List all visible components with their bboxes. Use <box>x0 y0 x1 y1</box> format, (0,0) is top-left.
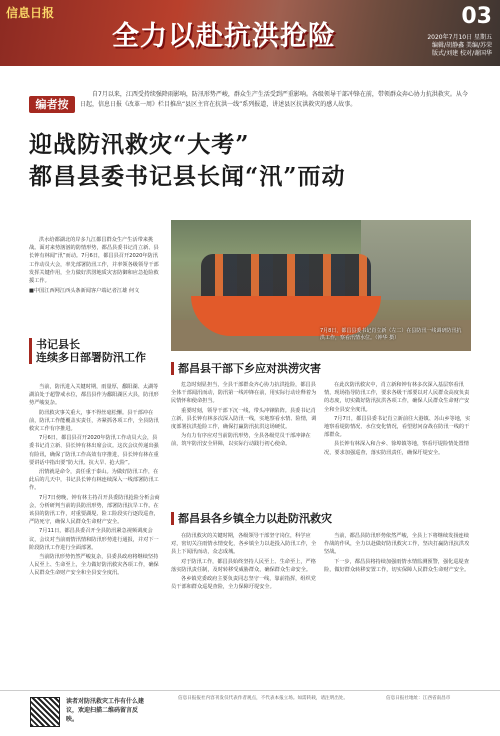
mid1-right-column <box>324 381 471 458</box>
paragraph: 7月7日，都昌县委书记肖立新前往大港镇、苏山乡等地，实地察看堤防情况、水位变化情况，看望慰问奋战在防汛一线的干部群众。 <box>324 415 471 439</box>
page-number: 03 <box>461 4 492 29</box>
copyright-notice: 信息日报报社内容刊发仅代表作者观点，不代表本报立场。如需转载，请注明出处。 <box>178 696 348 701</box>
section-title-line: 连续多日部署防汛工作 <box>36 351 146 364</box>
article-intro <box>29 236 161 295</box>
paragraph: 防汛救灾事关重大，事不得丝毫松懈。县干部冲在前，防汛工作能覆盖实责任，齐紧抓各项工作，全县防汛救灾工作有序推进。 <box>29 409 159 433</box>
paragraph: 当前防汛形势仍然严峻复杂，县委县政府将继续坚持人民至上、生命至上，全力做好防汛救灾各项工作，确保人民群众生命财产安全和全县安全度汛。 <box>29 554 159 577</box>
intro-paragraph: 洪水给都湖北的岸多九江都昌群众生产生活带来挑战。面对来势汹汹的防情形势，都昌县委书记肖立新、县长钟有林闻“汛”而动。7月6日，都昌县召开2020年防汛工作动员大会，率先部署防汛工作，并率领各级领导干部发挥关键作用，全力做好洪涝地质灾害防御和应急抢险救援工作。 <box>29 237 159 285</box>
paragraph: 汛情就是命令，责任重于泰山。为做好防汛工作，在此后的几天中，书记县长钟有林连续深入一线部署防汛工作。 <box>29 469 159 492</box>
article-subtitle: 都昌县委书记县长闻“汛”而动 <box>29 163 346 190</box>
article-title: 迎战防汛救灾“大考” <box>29 131 250 158</box>
paragraph: 在防汛救灾的关键时期，各级领导干部坚守岗位，科学应对，密切关注雨情水情变化，各乡镇全力以赴投入防汛工作，全县上下闻汛而动，众志成城。 <box>171 533 317 556</box>
paragraph: 重要时刻，领导干部下沉一线，带头冲锋陷阵。县委书记肖立新，县长钟有林多次深入防汛一线，实地察看水情、险情，调度部署抗洪抢险工作，确保打赢防汛抗洪这场硬仗。 <box>171 407 317 431</box>
paragraph: 县长钟有林深入和合乡、徐埠镇等地，察看圩堤险情处置情况，要求加强巡查，落实防汛责任，确保圩堤安全。 <box>324 441 469 456</box>
section-headline: 全力以赴抗洪抢险 <box>112 21 336 52</box>
editor-note-text: 自7月以来，江西受持续强降雨影响，防汛形势严峻，群众生产生活受到严重影响。各级领导干部冲锋在前，带领群众奔心协力抗洪救灾。从今日起，信息日报《改革一周》栏目推出“县区主官在抗洪一线”系列报道，讲述县区抗洪救灾的感人故事。 <box>80 91 468 108</box>
mid1-left-column <box>171 381 318 450</box>
mid2-left-column <box>171 532 318 592</box>
paragraph: 对于防汛工作，都昌县始终坚持人民至上、生命至上，严格落实防汛责任制，及时转移受威胁群众，确保群众生命安全。 <box>171 558 316 573</box>
qr-code-icon[interactable] <box>30 697 60 727</box>
dateline <box>427 34 492 58</box>
qr-code-text: 读者对防汛救灾工作有什么建议，欢迎扫描二维码留言反映。 <box>66 698 145 723</box>
paragraph: 下一步，都昌县将持续加强雨情水情监测预警，强化巡堤查险，做好群众转移安置工作，切实保障人民群众生命财产安全。 <box>324 558 470 573</box>
dateline-line: 编辑/胡静鑫 美编/苏荣 <box>432 42 492 49</box>
photo-caption: 7月8日，都昌县委书记肖立新（左二）在县防汛一线调研防汛抗洪工作，察看汛情水位。（钟华 摄） <box>320 328 462 341</box>
left-column-body <box>29 383 161 579</box>
mid2-right-column <box>324 532 471 575</box>
section-title-mid2: 都昌县各乡镇全力以赴防汛救灾 <box>171 512 471 525</box>
paragraph: 为有力有序应对当前防汛形势，全县各级党员干部冲锋在前，筑牢防汛安全屏障，以实际行动践行初心使命。 <box>171 433 311 448</box>
paragraph: 当前，防汛进入关键时期，雨量厚，鄱阳湖、太湖等湖泊处于超警戒水位，都昌县作为鄱阳湖区大县，防汛形势严峻复杂。 <box>29 384 159 407</box>
photo-building <box>361 220 471 300</box>
page-footer <box>0 690 500 736</box>
address-info: 信息日报社地址：江西省南昌市 <box>386 696 451 701</box>
newspaper-logo: 信息日报 <box>6 6 55 20</box>
section-title-line: 书记县长 <box>36 338 80 351</box>
section-title-mid1: 都昌县干部下乡应对洪涝灾害 <box>171 362 471 375</box>
paragraph: 各乡镇党委政府主要负责同志坚守一线，靠前指挥，组织党员干部和群众巡堤查险，全力保障圩堤安全。 <box>171 576 316 591</box>
paragraph: 当前，都昌县防汛形势依然严峻，全县上下将继续发扬连续作战的作风，全力以赴做好防汛救灾工作，坚决打赢防汛抗洪攻坚战。 <box>324 533 470 556</box>
page-header <box>0 0 500 66</box>
photo-rescuers <box>201 254 371 300</box>
dateline-line: 2020年7月10日 星期五 <box>427 34 492 41</box>
paragraph: 在此次防汛救灾中，肖立新和钟有林多次深入基层察看汛情，现场指导防汛工作，要求各级干部要以对人民群众高度负责的态度，切实做好防汛抗洪各项工作，确保人民群众生命财产安全和全县安全度汛。 <box>324 382 470 413</box>
dateline-line: 版式/刘建 校对/谢国华 <box>432 50 492 57</box>
paragraph: 7月7日傍晚，钟有林主持召开县委防汛抢险分析会商会，分析研判当前的县防汛形势，部署防汛抗旱工作。在该县的防汛工作，对重要湖堤、险工险段实行逐段巡查，严防死守，确保人民群众生命财产安全。 <box>29 494 160 526</box>
paragraph: 7月6日，都昌县召开2020年防汛工作动员大会，县委书记肖立新、县长钟有林出席会议。这次会议传递出强有险讯，确保了防汛工作高效有序推进，县长钟有林在重要讲话中指出要“防大汛、抗大旱、抢大险”。 <box>29 435 159 466</box>
byline: ■中国江西网江西头条新闻客户端记者江雄 何文 <box>29 288 140 295</box>
paragraph: 危急时刻显担当，全县干部群众齐心协力抗洪抢险，都昌县全体干部闻汛而动，防汛第一线冲锋在前，用实际行动诠释着为民情怀和使命担当。 <box>171 382 317 405</box>
paragraph: 7月11日，都昌县委召开全县防汛紧急视频调度会议，会议对当前雨情汛情和防汛形势进行通报，并对下一阶段防汛工作进行全面部署。 <box>29 528 159 551</box>
section-title-left <box>29 338 161 364</box>
editor-note-tag: 编者按 <box>29 96 75 113</box>
